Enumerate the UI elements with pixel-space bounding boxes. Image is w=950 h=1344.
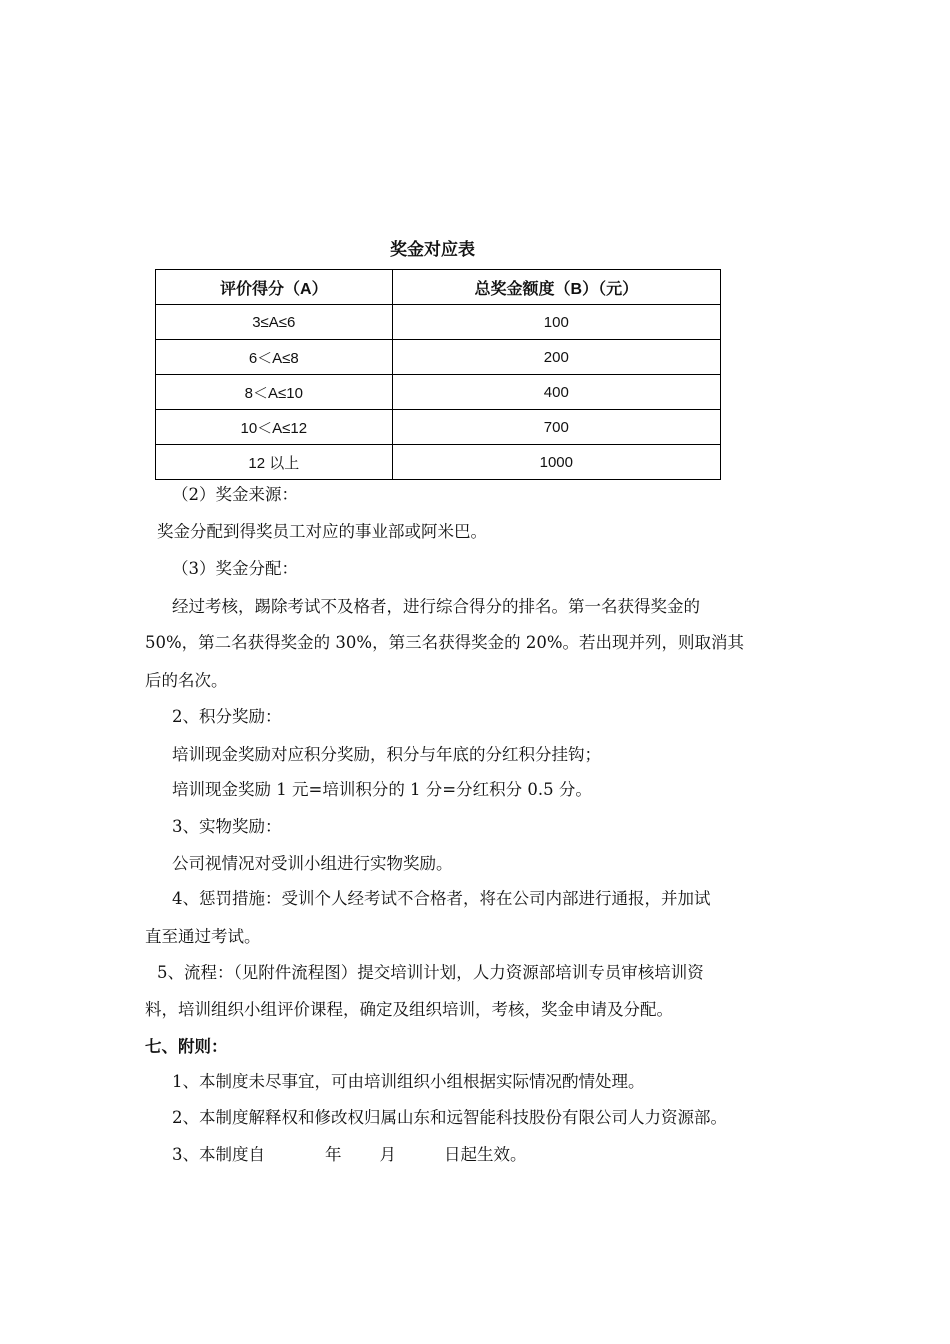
table-row — [156, 305, 721, 340]
bonus-cell: 200 — [392, 340, 720, 375]
bonus-distribution-text-3: 后的名次。 — [145, 671, 228, 690]
table-title: 奖金对应表 — [390, 240, 475, 260]
bonus-cell: 400 — [392, 375, 720, 410]
bonus-cell: 1000 — [392, 445, 720, 480]
points-reward-text-1: 培训现金奖励对应积分奖励，积分与年底的分红积分挂钩； — [172, 745, 601, 764]
rule-1: 1、本制度未尽事宜，可由培训组织小组根据实际情况酌情处理。 — [172, 1072, 645, 1091]
bonus-source-heading: （2）奖金来源： — [172, 485, 298, 504]
table-row — [156, 375, 721, 410]
table-row — [156, 410, 721, 445]
score-cell: 12 以上 — [156, 445, 393, 480]
penalty-text-1: 4、惩罚措施：受训个人经考试不合格者，将在公司内部进行通报，并加试 — [172, 889, 711, 908]
header-score: 评价得分（A） — [156, 270, 393, 305]
process-text-1: 5、流程：（见附件流程图）提交培训计划，人力资源部培训专员审核培训资 — [157, 963, 704, 982]
table-header-row — [156, 270, 721, 305]
header-bonus: 总奖金额度（B）（元） — [392, 270, 720, 305]
bonus-distribution-text-1: 经过考核，踢除考试不及格者，进行综合得分的排名。第一名获得奖金的 — [172, 597, 700, 616]
material-reward-text: 公司视情况对受训小组进行实物奖励。 — [172, 854, 453, 873]
bonus-cell: 700 — [392, 410, 720, 445]
rule-3-prefix: 3、本制度自 — [172, 1145, 265, 1164]
rule-2: 2、本制度解释权和修改权归属山东和远智能科技股份有限公司人力资源部。 — [172, 1108, 727, 1127]
bonus-distribution-heading: （3）奖金分配： — [172, 559, 298, 578]
table-row — [156, 340, 721, 375]
penalty-text-2: 直至通过考试。 — [145, 927, 261, 946]
rule-3-suffix: 日起生效。 — [444, 1145, 527, 1164]
process-text-2: 料，培训组织小组评价课程，确定及组织培训，考核，奖金申请及分配。 — [145, 1000, 673, 1019]
bonus-table — [155, 269, 721, 480]
rule-3 — [172, 1144, 527, 1166]
section-7-heading: 七、附则： — [145, 1037, 228, 1056]
material-reward-heading: 3、实物奖励： — [172, 817, 282, 836]
score-cell: 10＜A≤12 — [156, 410, 393, 445]
score-cell: 8＜A≤10 — [156, 375, 393, 410]
bonus-distribution-text-2: 50%，第二名获得奖金的 30%，第三名获得奖金的 20%。若出现并列，则取消其 — [145, 633, 745, 652]
table-row — [156, 445, 721, 480]
rule-3-year: 年 — [325, 1145, 342, 1164]
rule-3-month: 月 — [379, 1145, 396, 1164]
score-cell: 6＜A≤8 — [156, 340, 393, 375]
bonus-cell: 100 — [392, 305, 720, 340]
score-cell: 3≤A≤6 — [156, 305, 393, 340]
points-reward-heading: 2、积分奖励： — [172, 707, 282, 726]
bonus-source-text: 奖金分配到得奖员工对应的事业部或阿米巴。 — [157, 522, 487, 541]
points-reward-text-2: 培训现金奖励 1 元=培训积分的 1 分=分红积分 0.5 分。 — [172, 780, 592, 799]
